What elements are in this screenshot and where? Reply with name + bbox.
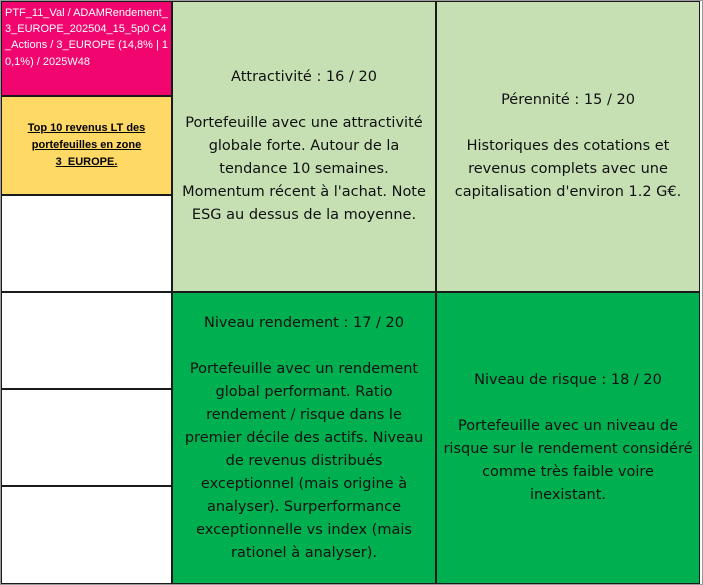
top10-cell[interactable] — [1, 96, 172, 195]
attractivite-panel — [172, 1, 436, 292]
perennite-panel — [436, 1, 700, 292]
rendement-title: Niveau rendement : 17 / 20 — [204, 314, 404, 331]
rendement-body: Portefeuille avec un rendement global performant. Ratio rendement / risque dans le premier décile des actifs. Niveau de revenus distribués exceptionnel (mais origine à analyser). Surperformance exceptionnelle vs index (mais rationel à analyser). — [184, 360, 424, 561]
attractivite-title: Attractivité : 16 / 20 — [231, 69, 377, 85]
top10-link[interactable]: Top 10 revenus LT des portefeuilles en zone 3_EUROPE. — [27, 122, 146, 168]
perennite-title: Pérennité : 15 / 20 — [501, 92, 635, 108]
risque-title: Niveau de risque : 18 / 20 — [474, 372, 662, 388]
risque-body: Portefeuille avec un niveau de risque sur le rendement considéré comme très faible voire inexistant. — [443, 418, 693, 503]
empty-cell-2 — [1, 292, 172, 389]
empty-cell-1 — [1, 195, 172, 292]
empty-cell-4 — [1, 486, 172, 584]
portfolio-label: PTF_11_Val / ADAMRendement_3_EUROPE_202504_15_5p0 C4_Actions / 3_EUROPE (14,8% | 10,1%) / 2025W48 — [5, 7, 169, 68]
perennite-body: Historiques des cotations et revenus complets avec une capitalisation d'environ 1.2 G€. — [454, 138, 682, 200]
rendement-panel — [172, 292, 436, 584]
empty-cell-3 — [1, 389, 172, 486]
risque-panel — [436, 292, 700, 584]
portfolio-label-cell — [1, 1, 172, 96]
attractivite-body: Portefeuille avec une attractivité globale forte. Autour de la tendance 10 semaines. Momentum récent à l'achat. Note ESG au dessus de la moyenne. — [182, 115, 426, 223]
